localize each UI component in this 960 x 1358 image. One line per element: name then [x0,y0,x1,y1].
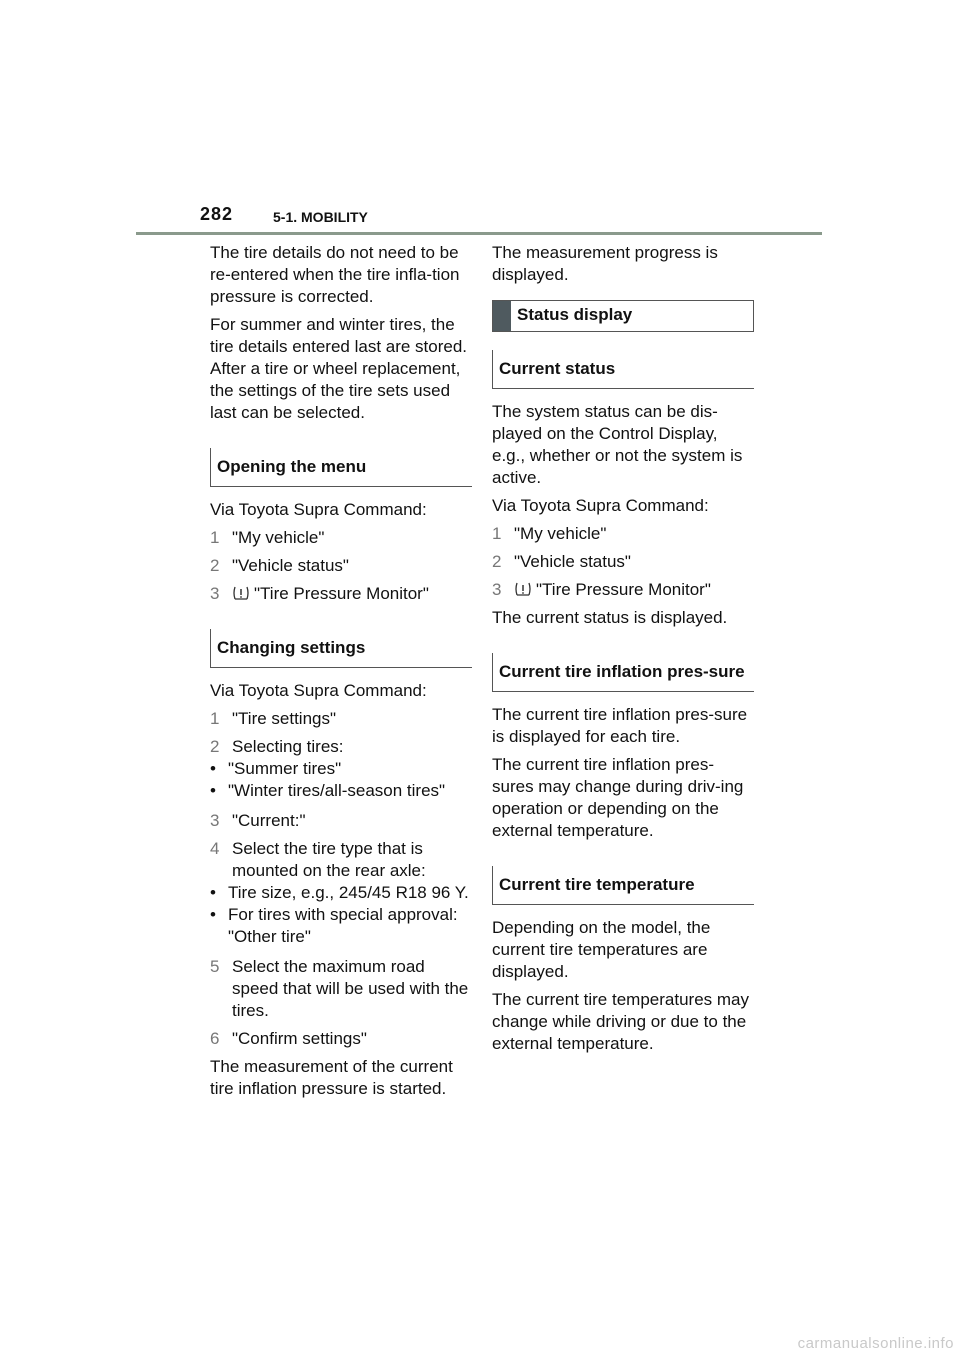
paragraph: The current tire inflation pres-sure is displayed for each tire. [492,705,748,746]
subheading-current-status: Current status [492,350,754,389]
step-item [210,555,472,577]
paragraph: The measurement of the current tire inflation pressure is started. [210,1057,453,1098]
paragraph: The tire details do not need to be re-entered when the tire infla-tion pressure is corrected. [210,243,460,306]
bullet-item: • "Winter tires/all-season tires" [210,780,472,802]
page-number: 282 [200,204,234,224]
step-text: "Tire Pressure Monitor" [254,584,429,603]
step-number: 2 [210,737,220,756]
step-text: "Tire Pressure Monitor" [536,580,711,599]
heading-bar [493,301,511,331]
step-text: "Confirm settings" [232,1029,367,1048]
right-column [492,242,754,1061]
step-item [210,838,472,882]
step-item [492,551,754,573]
step-number: 1 [210,709,220,728]
step-number: 4 [210,839,220,858]
step-text: "My vehicle" [514,524,607,543]
subheading-current-temperature: Current tire temperature [492,866,754,905]
step-text: Select the tire type that is mounted on the rear axle: [232,839,426,880]
paragraph: The system status can be dis-played on the Control Display, e.g., whether or not the system is active. [492,402,743,487]
step-text: "Vehicle status" [232,556,349,575]
step-number: 1 [492,524,502,543]
subheading-current-pressure: Current tire inflation pres-sure [492,653,754,692]
step-text: "Tire settings" [232,709,337,728]
left-column [210,242,472,1106]
heading-text: Status display [517,305,633,324]
step-item [492,523,754,545]
header-rule [136,232,822,235]
paragraph: Via Toyota Supra Command: [210,681,427,700]
subheading-changing-settings: Changing settings [210,629,472,668]
step-number: 2 [492,552,502,571]
step-number: 2 [210,556,220,575]
paragraph: Via Toyota Supra Command: [492,496,709,515]
step-item [210,956,472,1022]
bullet-text: For tires with special approval: "Other tire" [228,905,458,946]
tire-pressure-warning-icon [232,585,250,601]
bullet-list [210,758,472,802]
step-text: "Current:" [232,811,306,830]
step-item [210,810,472,832]
bullet-item: • For tires with special approval: "Other tire" [210,904,472,948]
step-number: 3 [210,811,220,830]
paragraph: The current status is displayed. [492,608,728,627]
step-number: 6 [210,1029,220,1048]
tire-pressure-warning-icon [514,581,532,597]
subheading-opening-menu: Opening the menu [210,448,472,487]
paragraph: For summer and winter tires, the tire details entered last are stored. After a tire or wheel replacement, the settings of the tire sets used last can be selected. [210,315,468,422]
section-title: 5-1. MOBILITY [273,209,368,225]
paragraph: The measurement progress is displayed. [492,243,718,284]
bullet-item: • Tire size, e.g., 245/45 R18 96 Y. [210,882,472,904]
step-text: "Vehicle status" [514,552,631,571]
step-text: Select the maximum road speed that will be used with the tires. [232,957,469,1020]
bullet-text: Tire size, e.g., 245/45 R18 96 Y. [228,883,469,902]
paragraph: Via Toyota Supra Command: [210,500,427,519]
bullet-text: "Winter tires/all-season tires" [228,781,446,800]
step-number: 3 [210,584,220,603]
bullet-item: • "Summer tires" [210,758,472,780]
watermark: carmanualsonline.info [797,1335,954,1352]
bullet-text: "Summer tires" [228,759,342,778]
paragraph: The current tire temperatures may change while driving or due to the external temperature. [492,990,749,1053]
page-header [200,200,824,236]
heading-status-display [492,300,754,332]
step-number: 5 [210,957,220,976]
step-number: 3 [492,580,502,599]
step-item [210,583,472,605]
step-text: "My vehicle" [232,528,325,547]
step-number: 1 [210,528,220,547]
paragraph: The current tire inflation pres-sures may change during driv-ing operation or depending on the external temperature. [492,755,744,840]
step-item [210,1028,472,1050]
step-item [492,579,754,601]
bullet-list [210,882,472,948]
paragraph: Depending on the model, the current tire temperatures are displayed. [492,918,711,981]
step-item [210,736,472,758]
step-item [210,708,472,730]
step-item [210,527,472,549]
step-text: Selecting tires: [232,737,344,756]
